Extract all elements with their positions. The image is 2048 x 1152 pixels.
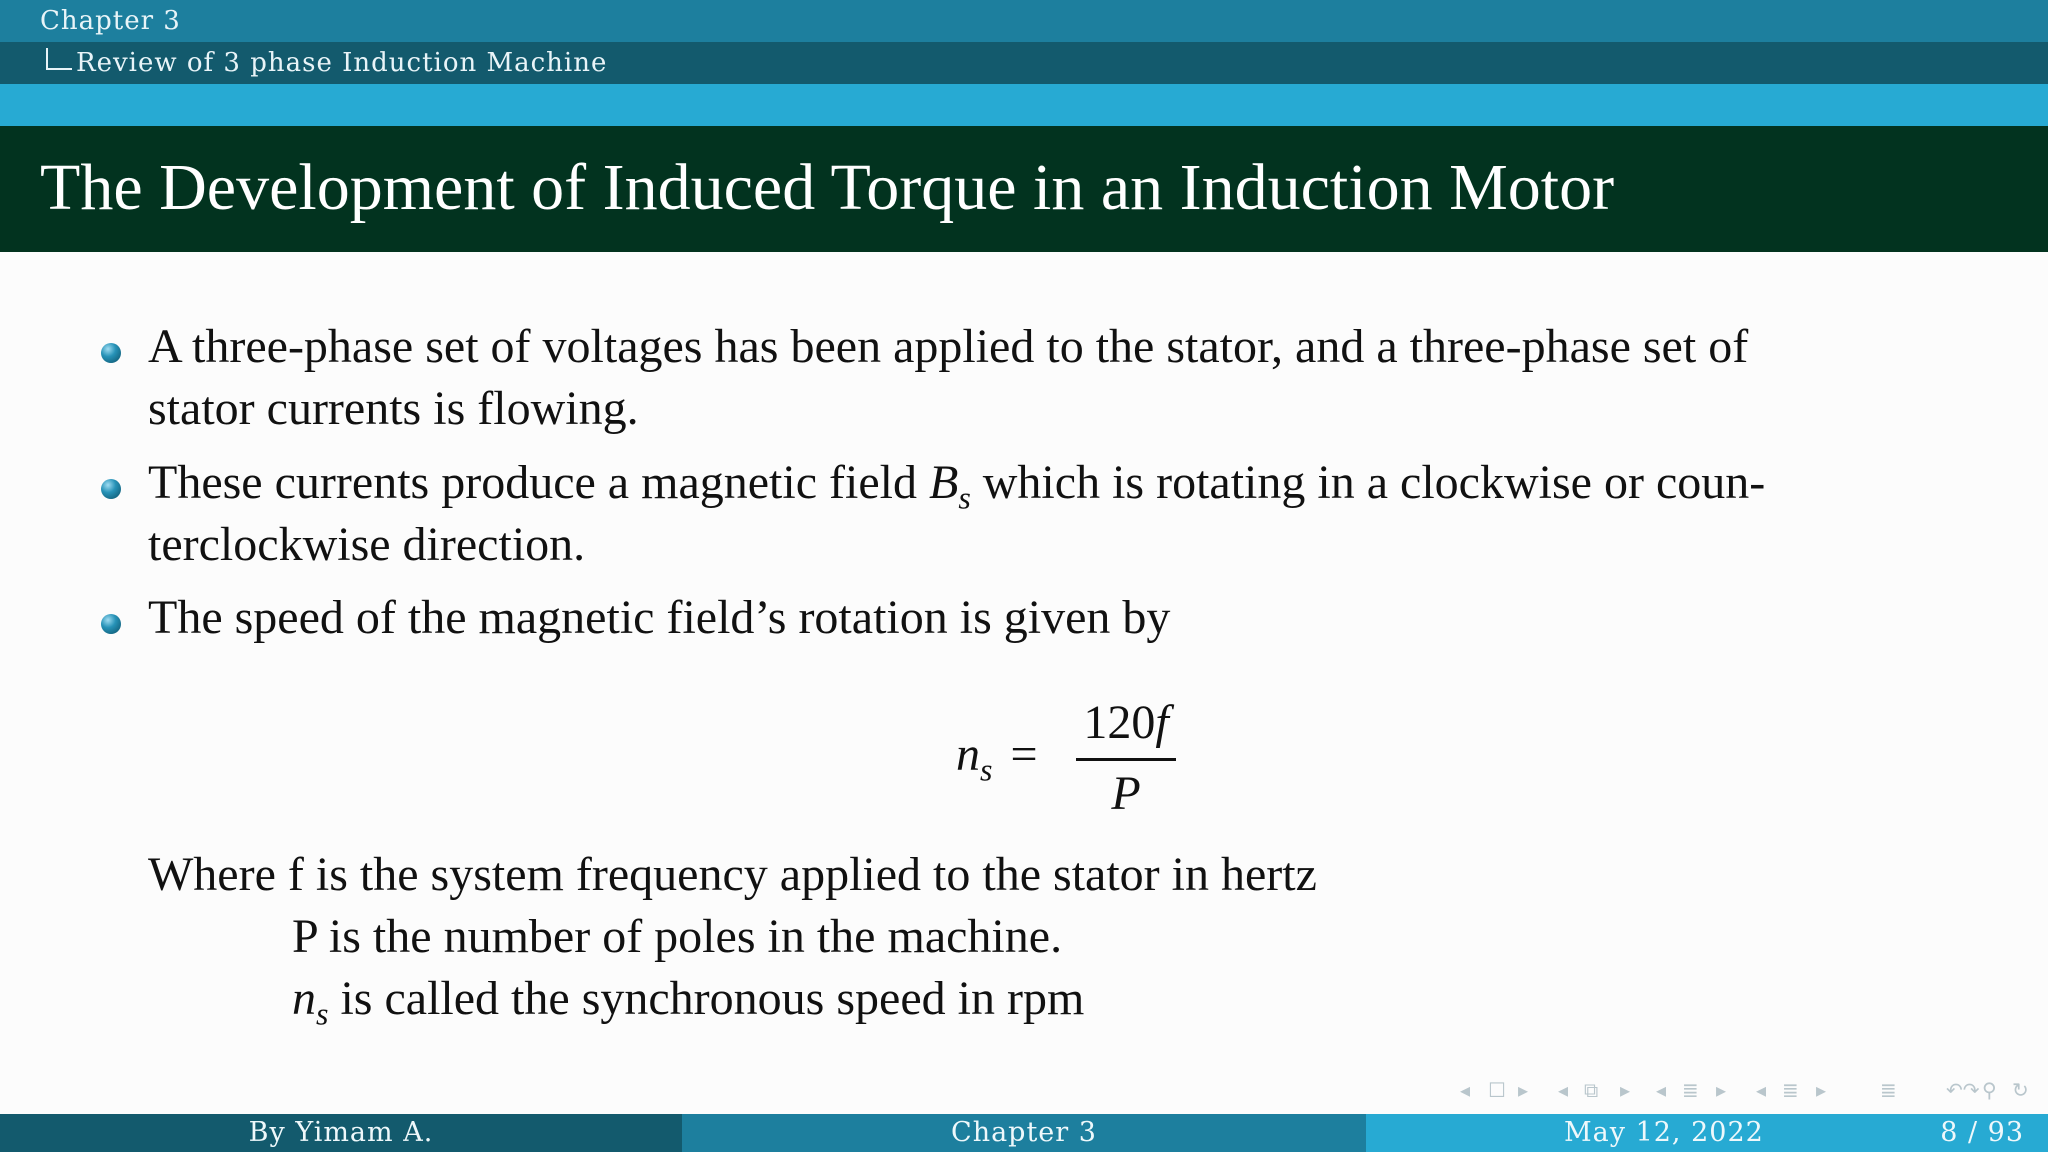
header-subsection-bar — [0, 42, 2048, 84]
nav-right-icon[interactable]: ▸ — [1518, 1078, 1529, 1102]
subsection-icon[interactable]: ⧉ — [1584, 1078, 1599, 1102]
back-icon[interactable]: ↻ — [2012, 1078, 2029, 1102]
bullet-icon — [101, 614, 121, 634]
footer-author-box — [0, 1114, 682, 1152]
nav-left-icon[interactable]: ◂ — [1656, 1078, 1667, 1102]
nav-right-icon[interactable]: ▸ — [1716, 1078, 1727, 1102]
bullet-3-line-1: The speed of the magnetic field’s rotation is given by — [148, 591, 1171, 644]
frame-icon[interactable]: ☐ — [1488, 1078, 1506, 1102]
bullet-2-sub: s — [958, 479, 971, 516]
equation-denominator: P — [1111, 767, 1141, 820]
bullet-icon — [101, 343, 121, 363]
nav-left-icon[interactable]: ◂ — [1460, 1078, 1471, 1102]
synchronous-speed-equation — [956, 692, 1196, 820]
equation-lhs-var: n — [956, 728, 980, 781]
header-section[interactable]: Chapter 3 — [40, 6, 181, 36]
nav-right-icon[interactable]: ▸ — [1816, 1078, 1827, 1102]
header-section-bar — [0, 0, 2048, 42]
equation-fraction — [1076, 692, 1176, 825]
where-line-3 — [292, 968, 1084, 1045]
footer-date: May 12, 2022 — [1564, 1117, 1764, 1148]
bullet-2-line-2: terclockwise direction. — [148, 518, 586, 571]
bullet-1-line-2: stator currents is flowing. — [148, 382, 639, 435]
bullet-2-var: B — [928, 456, 959, 509]
footer-chapter: Chapter 3 — [951, 1117, 1097, 1148]
nav-left-icon[interactable]: ◂ — [1756, 1078, 1767, 1102]
frame-title-bar — [0, 126, 2048, 252]
tree-connector-icon — [46, 48, 72, 70]
header-subsection[interactable]: Review of 3 phase Induction Machine — [76, 48, 608, 78]
fraction-bar — [1076, 758, 1176, 761]
frame-title: The Development of Induced Torque in an Induction Motor — [40, 151, 1615, 224]
where-line-2: P is the number of poles in the machine. — [292, 910, 1063, 963]
back-icon[interactable]: ↶↷ — [1946, 1078, 1980, 1102]
equation-numerator-var: f — [1155, 696, 1169, 749]
bullet-1-line-1: A three-phase set of voltages has been applied to the stator, and a three-phase set of — [148, 320, 1749, 373]
footer-author: By Yimam A. — [248, 1117, 434, 1148]
bullet-icon — [101, 479, 121, 499]
where-line-3-var: n — [292, 972, 316, 1025]
toc-icon[interactable]: ≣ — [1880, 1078, 1897, 1102]
equation-equals: = — [1010, 728, 1038, 781]
equation-lhs — [956, 724, 1038, 801]
footer-bar — [0, 1114, 2048, 1152]
slide-content — [0, 252, 2048, 1114]
toc-icon[interactable]: ≣ — [1782, 1078, 1799, 1102]
where-line-3-text: is called the synchronous speed in rpm — [328, 972, 1085, 1025]
equation-numerator-num: 120 — [1083, 696, 1156, 749]
bullet-2-text-a: These currents produce a magnetic field — [148, 456, 929, 509]
equation-numerator — [1076, 692, 1176, 754]
nav-left-icon[interactable]: ◂ — [1558, 1078, 1569, 1102]
bullet-2-text-b: which is rotating in a clockwise or coun- — [970, 456, 1766, 509]
header-spacer-bar — [0, 84, 2048, 126]
section-icon[interactable]: ≣ — [1682, 1078, 1699, 1102]
navigation-symbols — [1460, 1078, 2040, 1102]
where-line-3-sub: s — [316, 995, 329, 1032]
search-icon[interactable]: ⚲ — [1982, 1078, 1997, 1102]
nav-right-icon[interactable]: ▸ — [1620, 1078, 1631, 1102]
footer-date-box — [1366, 1114, 2048, 1152]
page-number: 8 / 93 — [1940, 1117, 2024, 1148]
footer-chapter-box — [682, 1114, 1366, 1152]
equation-lhs-sub: s — [980, 751, 993, 788]
where-line-1: Where f is the system frequency applied to the stator in hertz — [148, 848, 1317, 901]
